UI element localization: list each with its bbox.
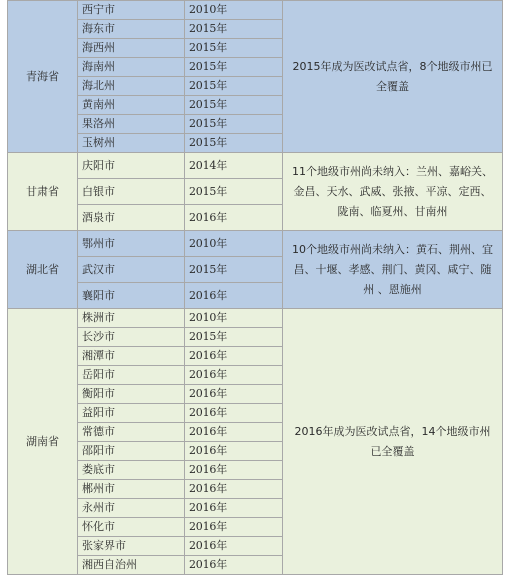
note-cell: 11个地级市州尚未纳入：兰州、嘉峪关、金昌、天水、武威、张掖、平凉、定西、陇南、临夏州、甘南州 [283, 153, 503, 231]
year-cell: 2016年 [185, 423, 283, 442]
city-cell: 衡阳市 [78, 385, 185, 404]
city-cell: 海西州 [78, 39, 185, 58]
year-cell: 2015年 [185, 39, 283, 58]
year-cell: 2015年 [185, 179, 283, 205]
city-cell: 湘潭市 [78, 347, 185, 366]
city-cell: 张家界市 [78, 537, 185, 556]
year-cell: 2015年 [185, 134, 283, 153]
year-cell: 2016年 [185, 404, 283, 423]
city-cell: 常德市 [78, 423, 185, 442]
year-cell: 2016年 [185, 347, 283, 366]
year-cell: 2010年 [185, 1, 283, 20]
table-row [8, 153, 503, 179]
province-cell: 湖北省 [8, 231, 78, 309]
year-cell: 2016年 [185, 556, 283, 575]
province-cell: 湖南省 [8, 309, 78, 575]
province-cell: 甘肃省 [8, 153, 78, 231]
city-cell: 邵阳市 [78, 442, 185, 461]
year-cell: 2016年 [185, 461, 283, 480]
year-cell: 2016年 [185, 499, 283, 518]
note-cell: 2016年成为医改试点省，14个地级市州已全覆盖 [283, 309, 503, 575]
year-cell: 2016年 [185, 480, 283, 499]
city-cell: 海北州 [78, 77, 185, 96]
year-cell: 2010年 [185, 309, 283, 328]
year-cell: 2015年 [185, 328, 283, 347]
table-body [8, 1, 503, 575]
province-cell: 青海省 [8, 1, 78, 153]
year-cell: 2010年 [185, 231, 283, 257]
city-cell: 益阳市 [78, 404, 185, 423]
table-row [8, 231, 503, 257]
year-cell: 2016年 [185, 366, 283, 385]
city-cell: 郴州市 [78, 480, 185, 499]
year-cell: 2016年 [185, 518, 283, 537]
city-cell: 西宁市 [78, 1, 185, 20]
city-cell: 长沙市 [78, 328, 185, 347]
year-cell: 2016年 [185, 283, 283, 309]
city-cell: 株洲市 [78, 309, 185, 328]
city-cell: 庆阳市 [78, 153, 185, 179]
city-cell: 怀化市 [78, 518, 185, 537]
year-cell: 2015年 [185, 20, 283, 39]
city-cell: 襄阳市 [78, 283, 185, 309]
city-cell: 海南州 [78, 58, 185, 77]
city-cell: 鄂州市 [78, 231, 185, 257]
year-cell: 2016年 [185, 442, 283, 461]
table-row [8, 309, 503, 328]
note-cell: 2015年成为医改试点省，8个地级市州已全覆盖 [283, 1, 503, 153]
pilot-city-table [7, 0, 503, 575]
city-cell: 湘西自治州 [78, 556, 185, 575]
year-cell: 2016年 [185, 205, 283, 231]
city-cell: 永州市 [78, 499, 185, 518]
city-cell: 玉树州 [78, 134, 185, 153]
city-cell: 酒泉市 [78, 205, 185, 231]
year-cell: 2015年 [185, 58, 283, 77]
table-row [8, 1, 503, 20]
city-cell: 黄南州 [78, 96, 185, 115]
year-cell: 2015年 [185, 96, 283, 115]
note-cell: 10个地级市州尚未纳入：黄石、荆州、宜昌、十堰、孝感、荆门、黄冈、咸宁、随州 、恩施州 [283, 231, 503, 309]
year-cell: 2016年 [185, 385, 283, 404]
year-cell: 2014年 [185, 153, 283, 179]
year-cell: 2015年 [185, 115, 283, 134]
city-cell: 岳阳市 [78, 366, 185, 385]
city-cell: 海东市 [78, 20, 185, 39]
city-cell: 白银市 [78, 179, 185, 205]
city-cell: 武汉市 [78, 257, 185, 283]
year-cell: 2015年 [185, 77, 283, 96]
city-cell: 娄底市 [78, 461, 185, 480]
year-cell: 2016年 [185, 537, 283, 556]
city-cell: 果洛州 [78, 115, 185, 134]
year-cell: 2015年 [185, 257, 283, 283]
